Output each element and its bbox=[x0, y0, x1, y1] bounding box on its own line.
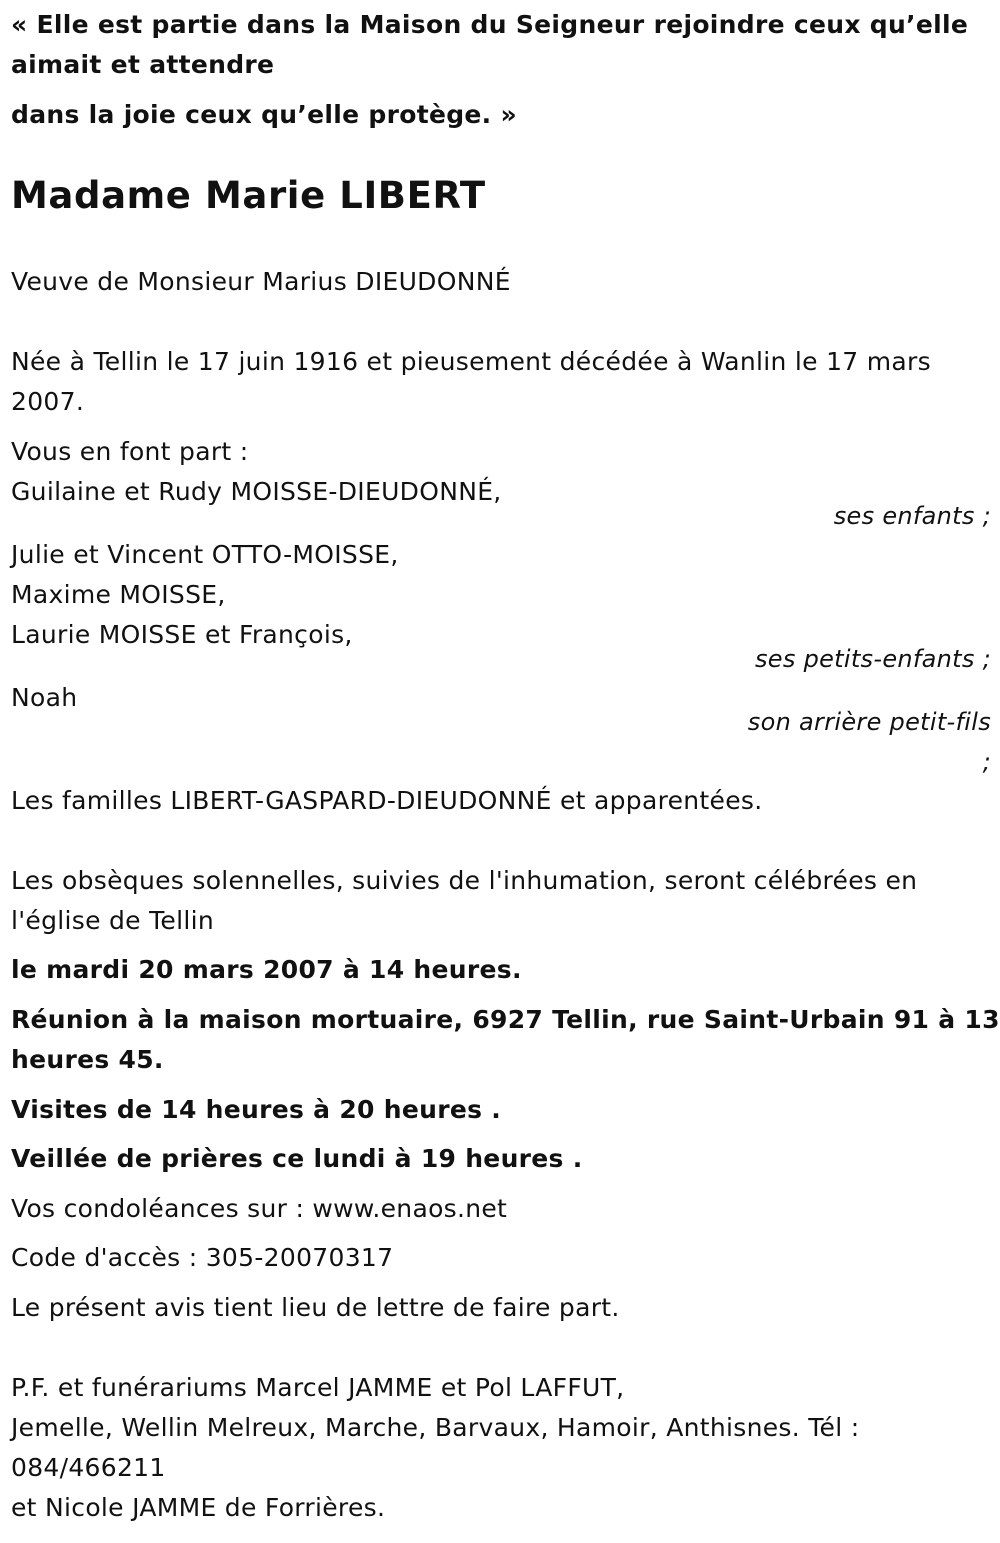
condolences-line: Vos condoléances sur : www.enaos.net bbox=[11, 1194, 508, 1223]
great-grandchild-relation: son arrière petit-fils bbox=[747, 708, 991, 736]
grandchild-3: Laurie MOISSE et François, bbox=[11, 620, 353, 649]
meeting-line-1: Réunion à la maison mortuaire, 6927 Tellin, rue Saint-Urbain 91 à 13 bbox=[11, 1005, 1000, 1034]
birth-death-line-1: Née à Tellin le 17 juin 1916 et pieusement décédée à Wanlin le 17 mars bbox=[11, 347, 931, 376]
announce-intro: Vous en font part : bbox=[11, 437, 249, 466]
birth-death-line-2: 2007. bbox=[11, 387, 85, 416]
grandchild-1: Julie et Vincent OTTO-MOISSE, bbox=[11, 540, 399, 569]
funeral-home-line-2: Jemelle, Wellin Melreux, Marche, Barvaux, Hamoir, Anthisnes. Tél : bbox=[11, 1413, 860, 1442]
quote-line-3: dans la joie ceux qu’elle protège. » bbox=[11, 100, 517, 129]
access-code-line: Code d'accès : 305-20070317 bbox=[11, 1243, 394, 1272]
widow-of-line: Veuve de Monsieur Marius DIEUDONNÉ bbox=[11, 267, 511, 296]
great-grandchild-name: Noah bbox=[11, 683, 78, 712]
children-names: Guilaine et Rudy MOISSE-DIEUDONNÉ, bbox=[11, 477, 502, 506]
funeral-home-line-4: et Nicole JAMME de Forrières. bbox=[11, 1493, 386, 1522]
families-line: Les familles LIBERT-GASPARD-DIEUDONNÉ et apparentées. bbox=[11, 786, 763, 815]
quote-line-2: aimait et attendre bbox=[11, 50, 275, 79]
notice-line: Le présent avis tient lieu de lettre de faire part. bbox=[11, 1293, 620, 1322]
funeral-home-phone: 084/466211 bbox=[11, 1453, 166, 1482]
grandchildren-relation: ses petits-enfants ; bbox=[754, 645, 991, 673]
meeting-line-2: heures 45. bbox=[11, 1045, 164, 1074]
great-grandchild-punct: ; bbox=[982, 748, 991, 776]
funeral-home-line-1: P.F. et funérariums Marcel JAMME et Pol LAFFUT, bbox=[11, 1373, 625, 1402]
visits-line: Visites de 14 heures à 20 heures . bbox=[11, 1095, 502, 1124]
funeral-line-1: Les obsèques solennelles, suivies de l'inhumation, seront célébrées en bbox=[11, 866, 918, 895]
deceased-name: Madame Marie LIBERT bbox=[11, 174, 486, 217]
quote-line-1: « Elle est partie dans la Maison du Seigneur rejoindre ceux qu’elle bbox=[11, 10, 969, 39]
funeral-date: le mardi 20 mars 2007 à 14 heures. bbox=[11, 955, 522, 984]
vigil-line: Veillée de prières ce lundi à 19 heures . bbox=[11, 1144, 583, 1173]
funeral-line-2: l'église de Tellin bbox=[11, 906, 214, 935]
children-relation: ses enfants ; bbox=[833, 502, 991, 530]
grandchild-2: Maxime MOISSE, bbox=[11, 580, 226, 609]
